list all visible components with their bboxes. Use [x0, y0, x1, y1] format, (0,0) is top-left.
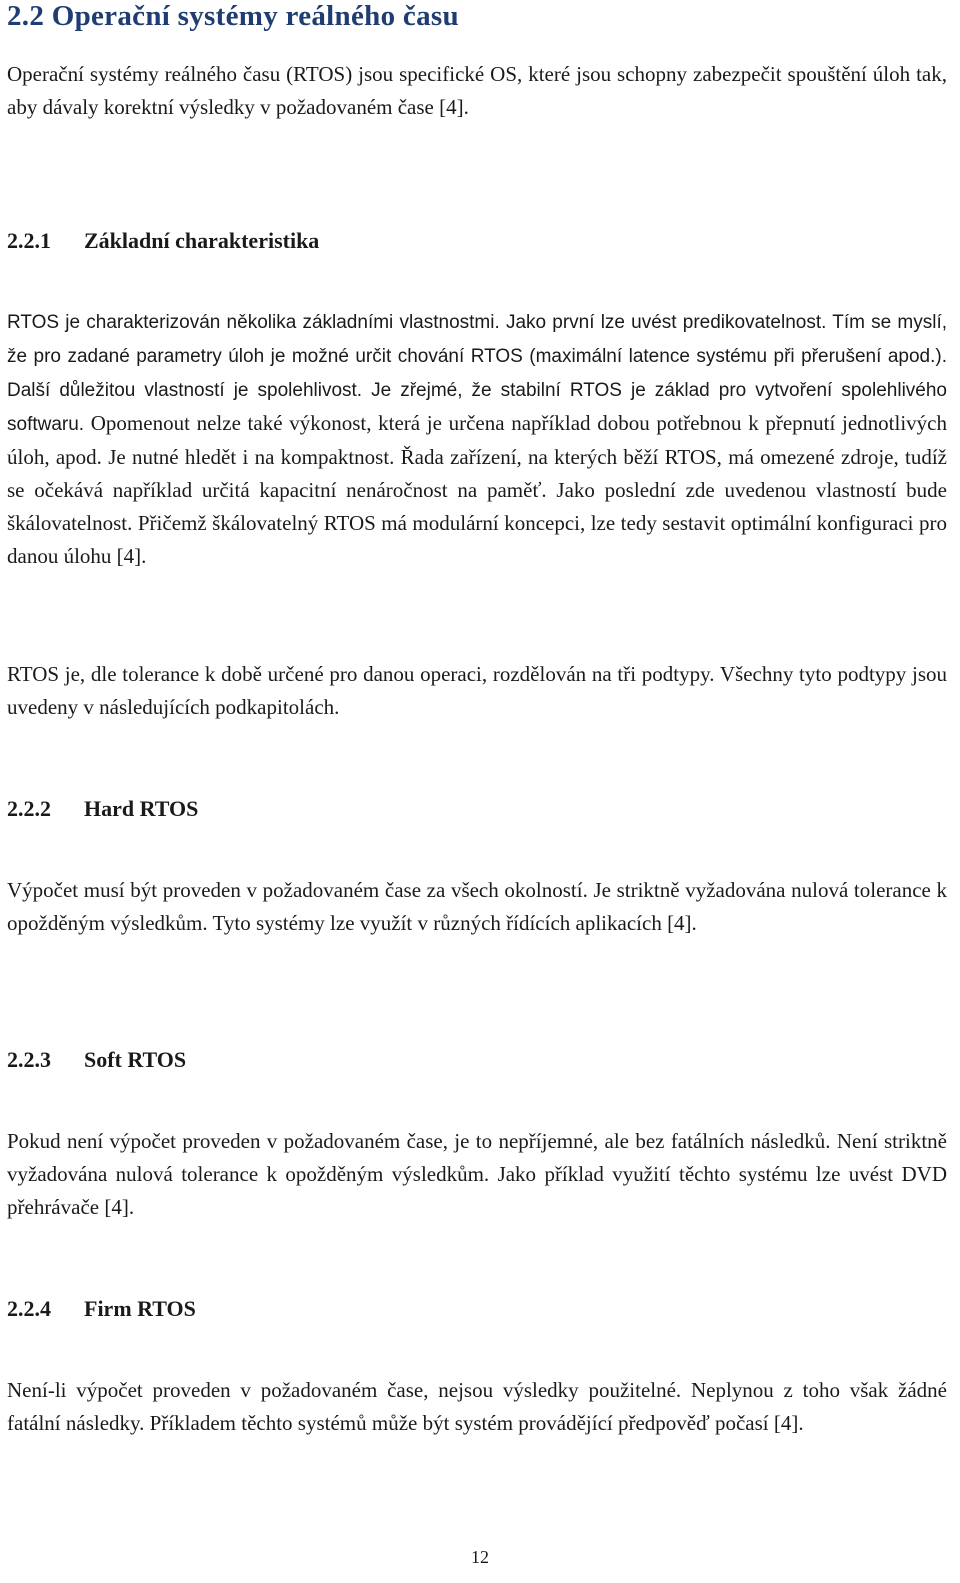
subsection-title: Soft RTOS [84, 1047, 187, 1072]
subsection-heading-soft [7, 1047, 186, 1073]
hard-rtos-paragraph: Výpočet musí být proveden v požadovaném čase za všech okolností. Je striktně vyžadována nulová tolerance k opožděným výsledkům. Tyto systémy lze využít v různých řídících aplikacích [4]. [7, 878, 947, 935]
section-intro-paragraph: Operační systémy reálného času (RTOS) jsou specifické OS, které jsou schopny zabezpečit spouštění úloh tak, aby dávaly korektní výsledky v požadovaném čase [4]. [7, 62, 947, 119]
subsection-number: 2.2.2 [7, 796, 51, 821]
subsection-heading-basic [7, 228, 319, 254]
section-heading [7, 0, 459, 33]
subsection-title: Firm RTOS [84, 1296, 196, 1321]
subsection-number: 2.2.4 [7, 1296, 51, 1321]
section-title: Operační systémy reálného času [51, 0, 459, 32]
subsection-number: 2.2.1 [7, 228, 51, 253]
firm-rtos-paragraph: Není-li výpočet proveden v požadovaném čase, nejsou výsledky použitelné. Neplynou z toho však žádné fatální následky. Příkladem těchto systémů může být systém provádějící předpověď počasí [4]. [7, 1378, 947, 1435]
basic-characteristics-paragraph [7, 305, 947, 573]
subsection-heading-hard [7, 796, 198, 822]
paragraph-sans-part: RTOS je charakterizován několika základními vlastnostmi. Jako první lze uvést predikovatelnost. Tím se myslí, že pro zadané parametry úloh je možné určit chování RTOS (maximální latence systému při přerušení apod.). Další důležitou vlastností je spolehlivost. Je zřejmé, že stabilní RTOS je základ pro vytvoření spolehlivého softwaru. [7, 312, 947, 435]
section-number: 2.2 [7, 0, 45, 32]
subsection-number: 2.2.3 [7, 1047, 51, 1072]
subsection-heading-firm [7, 1296, 196, 1322]
paragraph-serif-part: Opomenout nelze také výkonost, která je určena například dobou potřebnou k přepnutí jednotlivých úloh, apod. Je nutné hledět i na kompaktnost. Řada zařízení, na kterých běží RTOS, má omezené zdroje, tudíž se očekává například určitá kapacitní nenáročnost na paměť. Jako poslední zde uvedenou vlastností bude škálovatelnost. Přičemž škálovatelný RTOS má modulární koncepci, lze tedy sestavit optimální konfiguraci pro danou úlohu [4]. [7, 411, 947, 568]
page-number: 12 [471, 1547, 489, 1567]
subtypes-paragraph: RTOS je, dle tolerance k době určené pro danou operaci, rozdělován na tři podtypy. Všechny tyto podtypy jsou uvedeny v následujících podkapitolách. [7, 662, 947, 719]
subsection-title: Základní charakteristika [84, 228, 320, 253]
soft-rtos-paragraph: Pokud není výpočet proveden v požadovaném čase, je to nepříjemné, ale bez fatálních následků. Není striktně vyžadována nulová tolerance k opožděným výsledkům. Jako příklad využití těchto systému lze uvést DVD přehrávače [4]. [7, 1129, 947, 1219]
subsection-title: Hard RTOS [84, 796, 199, 821]
